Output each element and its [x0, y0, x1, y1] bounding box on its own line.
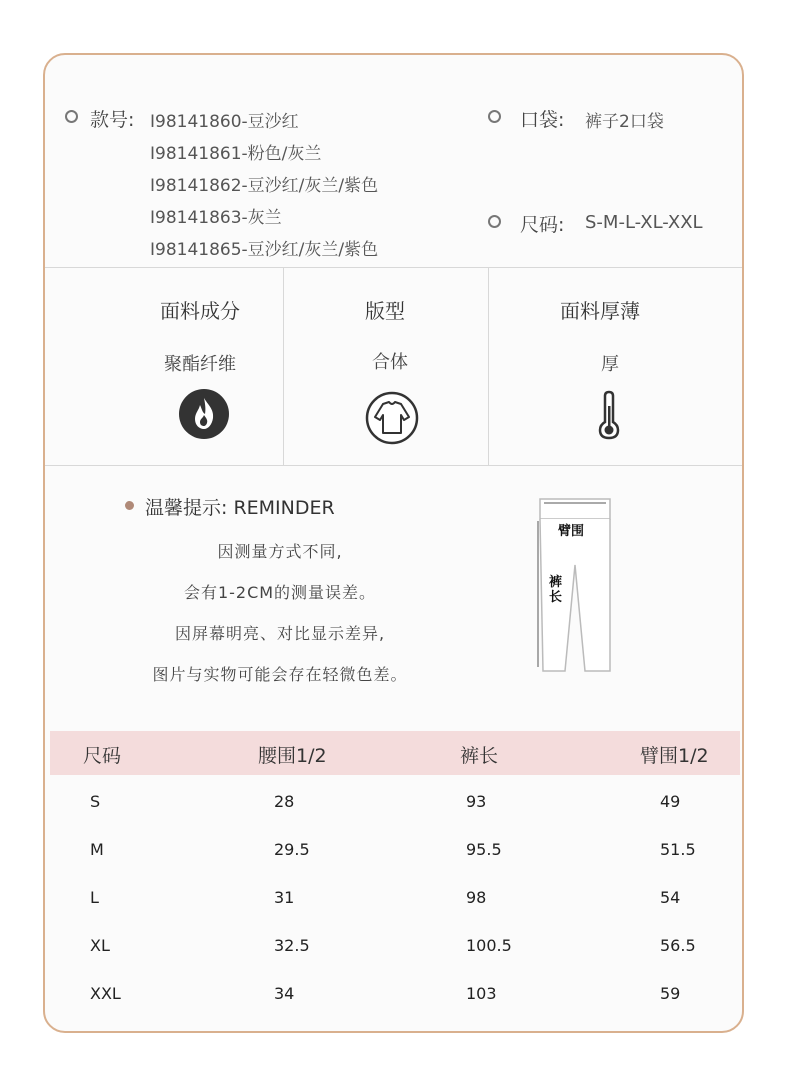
pants-diagram — [530, 495, 620, 675]
table-header-cell: 腰围1/2 — [258, 745, 327, 767]
style-number-value: I98141861-粉色/灰兰 — [150, 144, 322, 164]
pocket-value: 裤子2口袋 — [585, 112, 664, 132]
table-cell: 103 — [466, 984, 497, 1003]
table-cell: L — [90, 888, 99, 907]
reminder-line: 图片与实物可能会存在轻微色差。 — [152, 665, 408, 684]
table-cell: 31 — [274, 888, 295, 907]
style-number-value: I98141863-灰兰 — [150, 208, 282, 228]
table-cell: 29.5 — [274, 840, 310, 859]
style-number-label: 款号: — [90, 109, 135, 131]
table-cell: 98 — [466, 888, 487, 907]
table-header-cell: 裤长 — [460, 745, 499, 767]
table-cell: 59 — [660, 984, 681, 1003]
style-number-value: I98141860-豆沙红 — [150, 112, 299, 132]
bullet-ring-icon — [488, 110, 501, 123]
table-cell: 100.5 — [466, 936, 512, 955]
style-number-value: I98141865-豆沙红/灰兰/紫色 — [150, 240, 379, 260]
sweater-icon — [365, 391, 419, 445]
reminder-line: 会有1-2CM的测量误差。 — [183, 583, 377, 602]
table-cell: 95.5 — [466, 840, 502, 859]
feature-title: 面料成分 — [160, 299, 240, 323]
feature-value: 厚 — [601, 354, 619, 375]
feature-title: 面料厚薄 — [560, 299, 640, 323]
product-info-card — [43, 53, 744, 1033]
divider — [45, 465, 744, 466]
bullet-ring-icon — [488, 215, 501, 228]
reminder-line: 因测量方式不同, — [217, 542, 343, 561]
style-number-value: I98141862-豆沙红/灰兰/紫色 — [150, 176, 379, 196]
size-table-header — [50, 731, 740, 775]
feature-value: 合体 — [372, 352, 408, 373]
diagram-length-label: 长 — [549, 590, 563, 605]
diagram-waist-label: 臂围 — [558, 524, 585, 539]
table-header-cell: 臂围1/2 — [640, 745, 709, 767]
table-cell: 34 — [274, 984, 295, 1003]
table-cell: 93 — [466, 792, 487, 811]
thermometer-icon — [596, 390, 622, 440]
table-cell: 51.5 — [660, 840, 696, 859]
table-cell: 49 — [660, 792, 681, 811]
table-cell: 56.5 — [660, 936, 696, 955]
flame-icon — [178, 388, 230, 440]
table-cell: M — [90, 840, 104, 859]
bullet-ring-icon — [65, 110, 78, 123]
table-cell: XL — [90, 936, 110, 955]
reminder-dot-icon — [125, 501, 134, 510]
table-cell: XXL — [90, 984, 121, 1003]
pocket-label: 口袋: — [520, 109, 565, 131]
feature-value: 聚酯纤维 — [164, 354, 236, 375]
reminder-line: 因屏幕明亮、对比显示差异, — [174, 624, 386, 643]
table-cell: 54 — [660, 888, 681, 907]
size-label: 尺码: — [520, 214, 565, 236]
table-cell: 32.5 — [274, 936, 310, 955]
table-cell: S — [90, 792, 101, 811]
feature-title: 版型 — [365, 299, 405, 323]
size-value: S-M-L-XL-XXL — [585, 212, 703, 233]
reminder-title: 温馨提示: REMINDER — [145, 497, 335, 519]
table-header-cell: 尺码 — [83, 745, 122, 767]
table-cell: 28 — [274, 792, 295, 811]
diagram-length-label: 裤 — [549, 575, 563, 590]
divider — [45, 267, 744, 268]
